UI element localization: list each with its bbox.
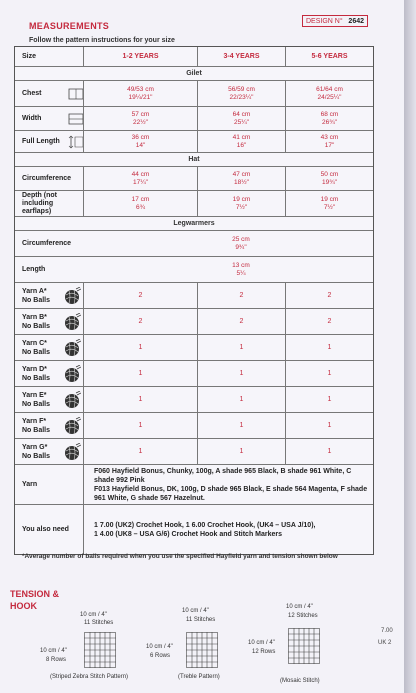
- width-val-3: 68 cm 26¾": [285, 107, 373, 130]
- yarn-balls-3: 1: [285, 361, 373, 386]
- length-val-2: 41 cm 16": [197, 131, 285, 152]
- leg-length-label: Length: [22, 266, 46, 273]
- size-3: 5-6 YEARS: [285, 47, 373, 66]
- yarn-balls-2: 1: [197, 335, 285, 360]
- section-row-hat: [15, 153, 373, 167]
- yarn-balls-1: 1: [83, 439, 197, 464]
- swatch-width: 10 cm / 4": [80, 612, 107, 618]
- legwarmer-row-length: [15, 257, 373, 283]
- design-label: DESIGN N°: [306, 17, 343, 25]
- section-gilet: Gilet: [186, 70, 202, 77]
- yarn-balls-1: 1: [83, 335, 197, 360]
- yarn-balls-2: 1: [197, 387, 285, 412]
- swatch-caption: (Striped Zebra Stitch Pattern): [50, 674, 129, 680]
- yarn-row: [15, 335, 373, 361]
- leg-length-val: 13 cm 5¼: [232, 261, 250, 277]
- yarn-description: F060 Hayfield Bonus, Chunky, 100g, A shade 965 Black, B shade 961 White, C shade 992 Pink F013 Hayfield Bonus, DK, 100g, D shade 965 Black, E shade 564 Magenta, F shade 961 White, G shade 567 Hazelnut.: [83, 465, 373, 504]
- yarn-row: [15, 283, 373, 309]
- swatch-stitches: 11 Stitches: [84, 620, 114, 626]
- yarn-row: [15, 387, 373, 413]
- yarn-balls-1: 1: [83, 387, 197, 412]
- size-row: [15, 47, 373, 67]
- leg-circumference-label: Circumference: [22, 240, 72, 247]
- yarn-balls-3: 1: [285, 439, 373, 464]
- yarn-row: [15, 309, 373, 335]
- width-val-1: 57 cm 22½": [83, 107, 197, 130]
- yarn-row-label: Yarn G* No Balls: [22, 443, 51, 460]
- swatch-stitches: 12 Stitches: [288, 613, 318, 619]
- yarn-balls-2: 1: [197, 361, 285, 386]
- leg-circ-val: 25 cm 9¾": [232, 235, 250, 251]
- hat-depth-label: Depth (not including earflaps): [22, 191, 57, 215]
- section-row-legwarmers: [15, 217, 373, 231]
- swatch-caption: (Mosaic Stitch): [280, 678, 320, 684]
- tension-grid-icon: [84, 632, 116, 668]
- yarn-row-label: Yarn F* No Balls: [22, 417, 51, 434]
- tension-title-line2: HOOK: [10, 601, 37, 611]
- yarn-description-row: [15, 465, 373, 505]
- yarn-row-label: Yarn C* No Balls: [22, 339, 51, 356]
- yarn-row-label: Yarn E* No Balls: [22, 391, 51, 408]
- swatch-rows: 8 Rows: [46, 657, 67, 663]
- also-need-label: You also need: [22, 526, 69, 533]
- section-legwarmers: Legwarmers: [173, 220, 215, 227]
- swatch-stitches: 11 Stitches: [186, 617, 216, 623]
- yarn-row: [15, 413, 373, 439]
- tension-grid-icon: [288, 628, 320, 664]
- swatch-width: 10 cm / 4": [182, 608, 209, 614]
- chest-val-1: 49/53 cm 19¼/21": [83, 81, 197, 106]
- swatch-zebra: [40, 612, 150, 692]
- yarn-row: [15, 361, 373, 387]
- yarn-balls-3: 2: [285, 309, 373, 334]
- yarn-row-label: Yarn B* No Balls: [22, 313, 51, 330]
- hat-circ-val-2: 47 cm 18½": [197, 167, 285, 190]
- footnote: *Average number of balls required when you use the specified Hayfield yarn and tension shown below: [22, 553, 338, 560]
- yarn-balls-2: 1: [197, 439, 285, 464]
- yarn-label: Yarn: [22, 481, 38, 488]
- measurements-title: MEASUREMENTS: [29, 21, 110, 31]
- width-val-2: 64 cm 25¼": [197, 107, 285, 130]
- tension-grid-icon: [186, 632, 218, 668]
- yarn-balls-2: 1: [197, 413, 285, 438]
- tension-title: [10, 588, 59, 612]
- width-label: Width: [22, 115, 42, 122]
- yarn-balls-2: 2: [197, 309, 285, 334]
- swatch-width: 10 cm / 4": [286, 604, 313, 610]
- hat-depth-val-3: 19 cm 7½": [285, 191, 373, 216]
- page-edge: [404, 0, 416, 693]
- swatch-height: 10 cm / 4": [248, 640, 275, 646]
- hat-row-depth: [15, 191, 373, 217]
- measurements-table: [14, 46, 374, 555]
- also-need-text: 1 7.00 (UK2) Crochet Hook, 1 6.00 Crochet Hook, (UK4 – USA J/10), 1 4.00 (UK8 – USA G/6) Crochet Hook and Stitch Markers: [83, 505, 373, 554]
- yarn-balls-2: 2: [197, 283, 285, 308]
- gilet-row-length: [15, 131, 373, 153]
- swatch-height: 10 cm / 4": [146, 644, 173, 650]
- swatch-rows: 12 Rows: [252, 649, 276, 655]
- yarn-row: [15, 439, 373, 465]
- size-label: Size: [22, 53, 37, 60]
- yarn-balls-3: 1: [285, 413, 373, 438]
- yarn-ball-icon: [63, 365, 81, 383]
- yarn-balls-1: 2: [83, 309, 197, 334]
- hat-circ-val-1: 44 cm 17¼": [83, 167, 197, 190]
- tension-title-line1: TENSION &: [10, 589, 60, 599]
- yarn-balls-1: 1: [83, 413, 197, 438]
- gilet-row-width: [15, 107, 373, 131]
- yarn-balls-3: 1: [285, 387, 373, 412]
- yarn-ball-icon: [63, 443, 81, 461]
- swatch-rows: 6 Rows: [150, 653, 171, 659]
- length-label: Full Length: [22, 138, 60, 145]
- yarn-balls-3: 1: [285, 335, 373, 360]
- hat-depth-val-1: 17 cm 6¾: [83, 191, 197, 216]
- hook-size: 7.00: [381, 628, 393, 634]
- yarn-ball-icon: [63, 339, 81, 357]
- yarn-ball-icon: [63, 417, 81, 435]
- instructions-text: Follow the pattern instructions for your size: [29, 37, 175, 44]
- hat-row-circumference: [15, 167, 373, 191]
- yarn-ball-icon: [63, 391, 81, 409]
- yarn-balls-3: 2: [285, 283, 373, 308]
- design-number: 2642: [348, 17, 364, 25]
- chest-val-3: 61/64 cm 24/25¼": [285, 81, 373, 106]
- legwarmer-row-circumference: [15, 231, 373, 257]
- chest-val-2: 56/59 cm 22/23¼": [197, 81, 285, 106]
- section-hat: Hat: [188, 156, 200, 163]
- size-2: 3-4 YEARS: [197, 47, 285, 66]
- swatch-mosaic: [248, 604, 348, 684]
- hat-circumference-label: Circumference: [22, 175, 72, 182]
- yarn-ball-icon: [63, 313, 81, 331]
- yarn-ball-icon: [63, 287, 81, 305]
- swatch-treble: [146, 608, 246, 688]
- yarn-row-label: Yarn D* No Balls: [22, 365, 51, 382]
- swatch-caption: (Treble Pattern): [178, 674, 220, 680]
- yarn-balls-1: 1: [83, 361, 197, 386]
- length-val-1: 36 cm 14": [83, 131, 197, 152]
- hat-circ-val-3: 50 cm 19¾": [285, 167, 373, 190]
- yarn-row-label: Yarn A* No Balls: [22, 287, 51, 304]
- length-val-3: 43 cm 17": [285, 131, 373, 152]
- section-row-gilet: [15, 67, 373, 81]
- size-1: 1-2 YEARS: [83, 47, 197, 66]
- gilet-row-chest: [15, 81, 373, 107]
- yarn-balls-1: 2: [83, 283, 197, 308]
- swatch-height: 10 cm / 4": [40, 648, 67, 654]
- hook-uk: UK 2: [378, 640, 392, 646]
- also-need-row: [15, 505, 373, 554]
- hat-depth-val-2: 19 cm 7½": [197, 191, 285, 216]
- design-number-box: [302, 15, 368, 27]
- chest-label: Chest: [22, 90, 42, 97]
